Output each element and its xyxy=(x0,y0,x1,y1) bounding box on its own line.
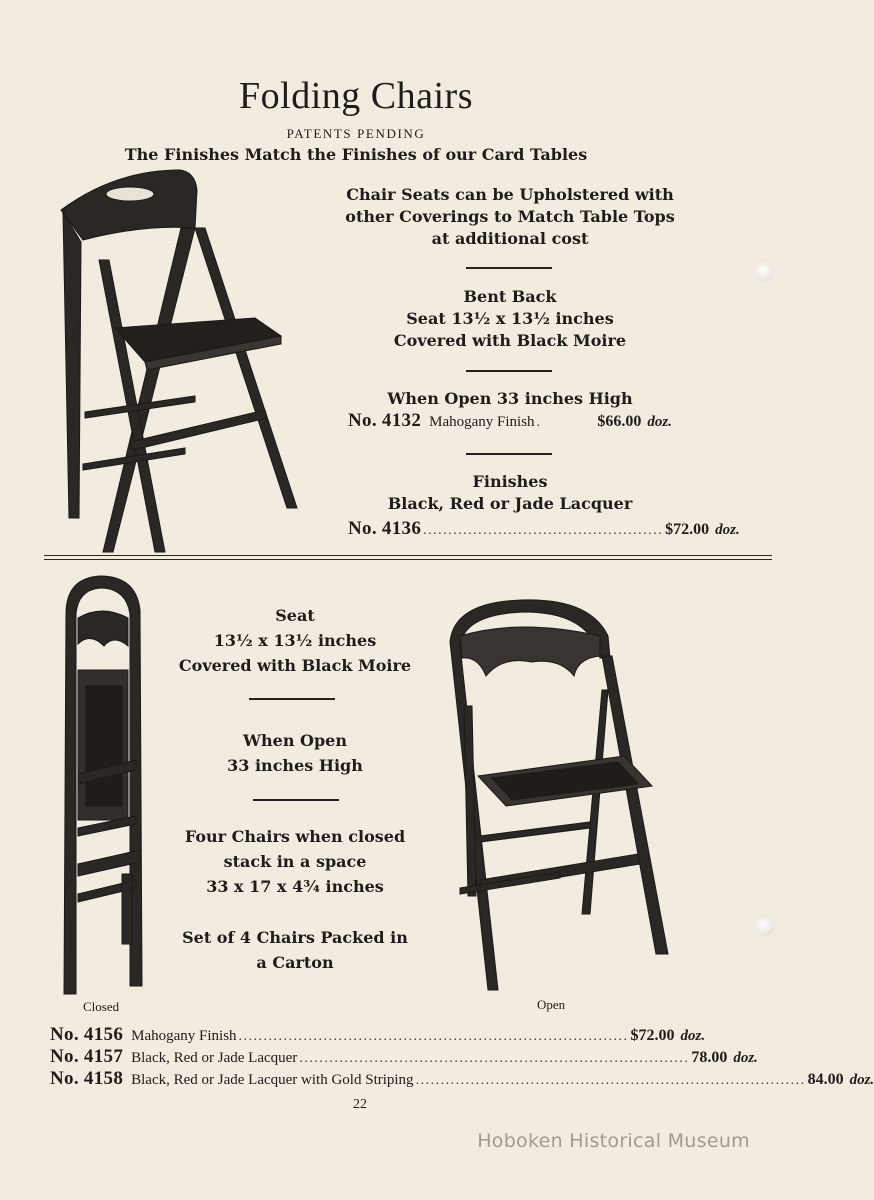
divider-rule xyxy=(466,453,552,455)
lacquer-finishes-note: Finishes Black, Red or Jade Lacquer xyxy=(387,472,633,513)
divider-rule xyxy=(466,267,552,269)
chair-specs: Bent Back Seat 13½ x 13½ inches Covered with Black Moire xyxy=(393,287,627,350)
price-row-4158: No. 4158 Black, Red or Jade Lacquer with Gold Striping .............................................................................. 84.00 doz. xyxy=(50,1068,874,1089)
divider-rule xyxy=(466,370,552,372)
divider-rule xyxy=(249,698,335,700)
punch-hole xyxy=(756,262,774,282)
closed-chair-illustration xyxy=(60,574,148,998)
caption-open: Open xyxy=(537,997,566,1012)
carton-note: Set of 4 Chairs Packed in a Carton xyxy=(182,928,408,972)
divider-rule xyxy=(253,799,339,801)
page-number: 22 xyxy=(353,1097,367,1112)
punch-hole xyxy=(756,916,774,936)
price-row-4136: No. 4136 ................................................ $72.00 doz. xyxy=(348,518,740,539)
price-row-4157: No. 4157 Black, Red or Jade Lacquer .............................................................................. 78.00 doz. xyxy=(50,1046,758,1067)
patents-pending-note: PATENTS PENDING xyxy=(286,126,426,141)
upholster-note: Chair Seats can be Upholstered with other Coverings to Match Table Tops at additional cost xyxy=(345,185,675,248)
page-title: Folding Chairs xyxy=(239,75,473,117)
bent-back-chair-illustration xyxy=(55,168,305,558)
when-open-note: When Open 33 inches High xyxy=(227,731,363,775)
seat-specs: Seat 13½ x 13½ inches Covered with Black Moire xyxy=(178,606,412,675)
stacking-note: Four Chairs when closed stack in a space 33 x 17 x 4¾ inches xyxy=(184,827,406,896)
finishes-match-heading: The Finishes Match the Finishes of our Card Tables xyxy=(124,145,588,164)
open-chair-illustration xyxy=(440,596,670,992)
caption-closed: Closed xyxy=(83,999,120,1014)
price-row-4156: No. 4156 Mahogany Finish .............................................................................. $72.00 doz. xyxy=(50,1024,706,1045)
museum-watermark: Hoboken Historical Museum xyxy=(477,1130,750,1152)
section-divider xyxy=(44,555,772,560)
price-row-4132: No. 4132 Mahogany Finish . $66.00 doz. xyxy=(348,410,672,431)
open-height-note: When Open 33 inches High xyxy=(387,389,633,408)
